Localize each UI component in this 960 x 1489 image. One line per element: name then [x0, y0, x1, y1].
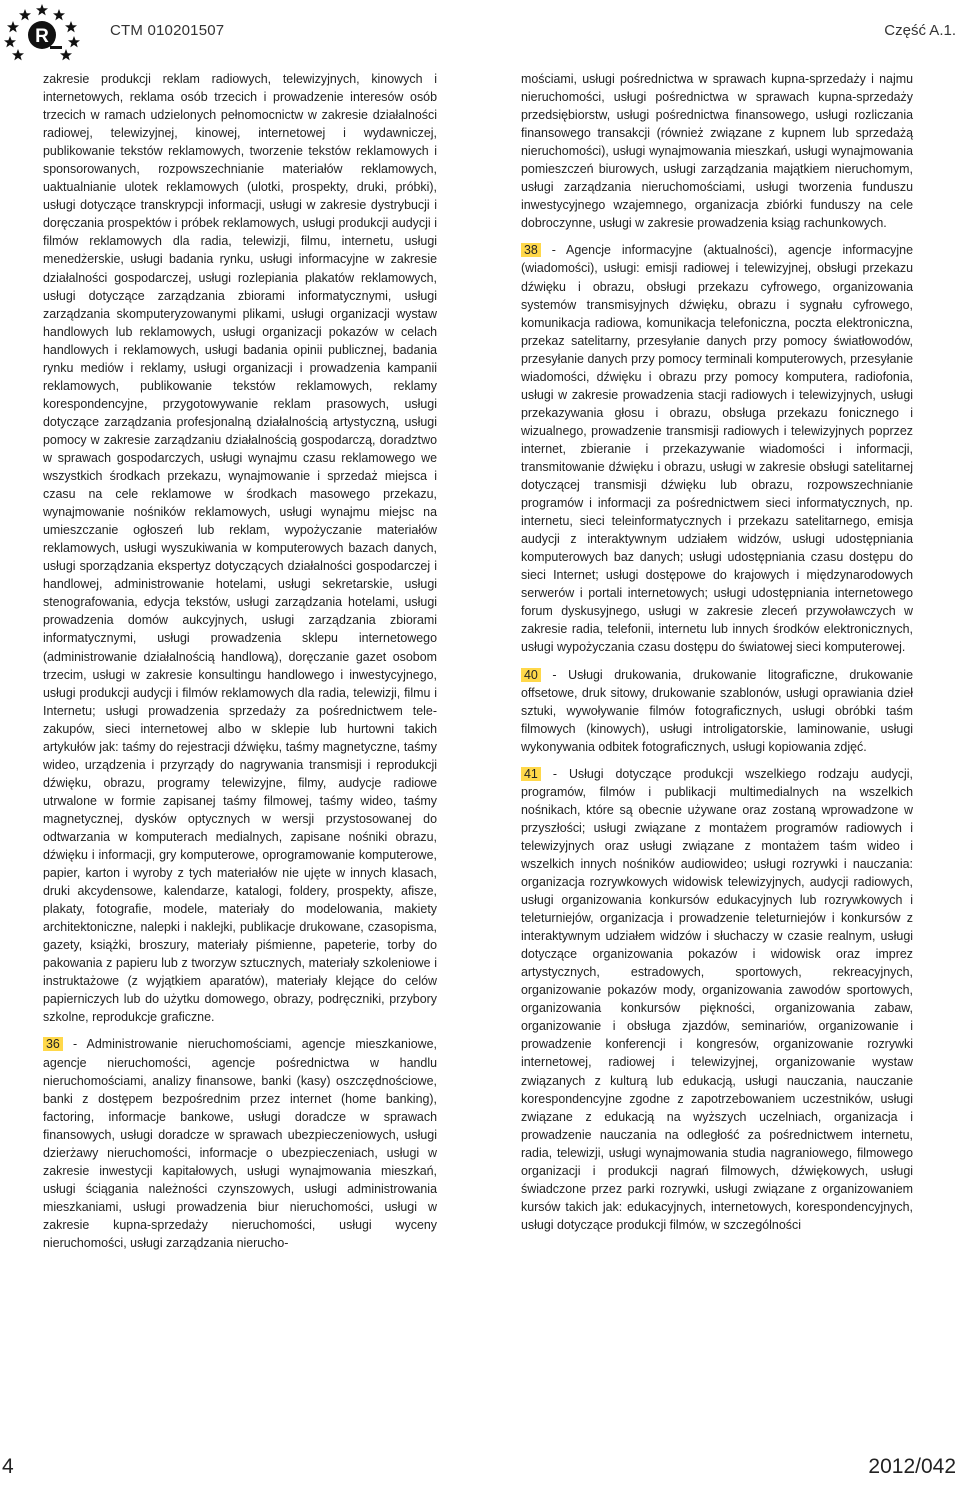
class-36-number: 36: [43, 1037, 63, 1051]
eu-stars-r-logo-icon: [2, 2, 82, 64]
class-41-entry: [521, 765, 913, 1234]
page-header: [0, 0, 960, 70]
document-id: CTM 010201507: [110, 22, 225, 39]
left-column: [43, 70, 437, 1252]
class-41-text: - Usługi dotyczące produkcji wszelkiego rodzaju audycji, programów, filmów i publikacji multimedialnych na wszelkich nośnikach, które są obecnie używane oraz zostaną wprowadzone w przyszłości; usługi związane z montażem programów radiowych i telewizyjnych oraz usługi związane z montażem taśm wideo i wszelkich innych nośników audiowideo; usługi rozrywki i nauczania: organizacja rozrywkowych widowisk telewizyjnych, audycji radiowych, usługi organizowania konkursów edukacyjnych lub rozrywkowych i teleturniejów, organizacja i prowadzenie teleturniejów i konkursów z interaktywnym udziałem widzów i słuchaczy w czasie realnym, usługi dotyczące organizowania pokazów i widowisk oraz imprez artystycznych, estradowych, sportowych, rekreacyjnych, organizowanie pokazów mody, organizowania zawodów sportowych, organizowania konkursów piękności, organizowania zabaw, organizowanie i obsługa zjazdów, seminariów, organizowanie i prowadzenie konferencji i kongresów, organizowanie rozrywki internetowej, radiowej i telewizyjnej, organizowanie wystaw związanych z kulturą lub edukacją, usługi nauczania, nauczanie korespondencyjne zgodne z zapotrzebowaniem uczestników, usługi związane z edukacją na wyższych uczelniach, organizacja i prowadzenie nauczania na odległość za pośrednictwem internetu, radia, telewizji, usługi wynajmowania studia nagraniowego, filmowego organizacji i produkcji nagrań filmowych, dźwiękowych, usługi świadczone przez parki rozrywki, usługi związane z organizowaniem kursów takich jak: edukacyjnych, internetowych, korespondencyjnych, usługi dotyczące produkcji filmów, w szczególności: [521, 766, 913, 1232]
class-36-text: - Administrowanie nieruchomościami, agencje mieszkaniowe, agencje nieruchomości, agencje pośrednictwa w handlu nieruchomościami, analizy finansowe, banki (kasy) oszczędnościowe, banki z dostępem bezpośrednim przez internet (home banking), factoring, informacje bankowe, usługi doradcze w sprawach finansowych, usługi doradcze w sprawach ubezpieczeniowych, usługi dzierżawy nieruchomości, informacje o ubezpieczeniach, usługi w zakresie inwestycji kapitałowych, usługi wynajmowania mieszkań, usługi ściągania należności czynszowych, usługi administrowania mieszkaniami, usługi prowadzenia biur nieruchomości, usługi w zakresie kupna-sprzedaży nieruchomości, usługi wyceny nieruchomości, usługi zarządzania nierucho-: [43, 1037, 437, 1250]
class-40-text: - Usługi drukowania, drukowanie litograficzne, drukowanie offsetowe, druk sitowy, drukowanie szablonów, usługi oprawiania dzieł sztuki, wywoływanie filmów fotograficznych, usługi obróbki taśm filmowych (kinowych), usługi introligatorskie, laminowanie, usługi wykonywania odbitek fotograficznych, usługi kopiowania zdjęć.: [521, 667, 913, 754]
class-40-entry: [521, 666, 913, 756]
part-label: Część A.1.: [884, 22, 956, 39]
class-38-number: 38: [521, 243, 541, 257]
right-column: [521, 70, 913, 1234]
class-36-continuation: mościami, usługi pośrednictwa w sprawach kupna-sprzedaży i najmu nieruchomości, usługi pośrednictwa w sprawach kupna-sprzedaży przedsiębiorstw, usługi pośrednictwa finansowego, usługi rozliczania finansowego transakcji (również związane z kupnem lub sprzedażą nieruchomości), usługi wynajmowania mieszkań, usługi wynajmowania pomieszczeń biurowych, usługi zarządzania majątkiem nieruchomym, usługi zarządzania nieruchomościami, usługi tworzenia funduszu inwestycyjnego wzajemnego, organizacja zbiórki funduszy na cele dobroczynne, usługi w zakresie prowadzenia ksiąg rachunkowych.: [521, 72, 913, 231]
class-40-number: 40: [521, 668, 541, 682]
class-36-entry: [43, 1035, 437, 1252]
class-41-number: 41: [521, 767, 541, 781]
page-number: 4: [2, 1455, 14, 1478]
issue-number: 2012/042: [868, 1455, 956, 1478]
class-38-text: - Agencje informacyjne (aktualności), agencje informacyjne (wiadomości), usługi: emisji radiowej i telewizyjnej, obsługi przekazu dźwięku i obrazu, obsługi przekazu cyfrowego, organizowania systemów transmisyjnych dźwięku, obrazu i sygnału cyfrowego, komunikacja radiowa, komunikacja telefoniczna, poczta elektroniczna, przekaz satelitarny, przesyłanie danych przy pomocy światłowodów, przesyłanie danych przy pomocy terminali komputerowych, przesyłanie wiadomości, dźwięku i obrazu przy pomocy komputera, radiofonia, usługi w zakresie prowadzenia stacji radiowych i telewizyjnych, usługi przekazywania głosu i obrazu, obsługa przekazu fonicznego i wizualnego, prowadzenie transmisji radiowych i telewizyjnych poprzez internet, zbieranie i przekazywanie wiadomości i informacji, transmitowanie dźwięku i obrazu, usługi w zakresie obsługi satelitarnej dotyczącej transmisji dźwięku lub obrazu, rozpowszechnianie programów i informacji za pośrednictwem sieci informatycznych, np. internetu, sieci teleinformatycznych i przekazu satelitarnego, emisja audycji z interaktywnym udziałem widzów, usługi udostępniania komputerowych baz danych; usługi udostępniania czasu dostępu do sieci Internet; usługi dostępowe do krajowych i międzynarodowych serwerów i portali internetowych; usługi udostępniania internetowego forum dyskusyjnego, usługi w zakresie zleceń przywoławczych w zakresie radia, telefonii, internetu lub innych środków elektronicznych, usługi wypożyczania czasu dostępu do światowej sieci komputerowej.: [521, 243, 913, 655]
class-35-continuation: zakresie produkcji reklam radiowych, telewizyjnych, kinowych i internetowych, reklama osób trzecich i prowadzenie interesów osób trzecich w ramach udzielonych pełnomocnictw w zakresie działalności radiowej, telewizyjnej, kinowej, internetowej i wydawniczej, publikowanie tekstów reklamowych, tworzenie tekstów reklamowych i sponsorowanych, rozpowszechnianie materiałów reklamowych, uaktualnianie ulotek reklamowych (ulotki, prospekty, druki, próbki), usługi dotyczące transkrypcji informacji, usługi w zakresie dystrybucji i doręczania prospektów i próbek reklamowych, usługi produkcji audycji i filmów reklamowych dla radia, telewizji, filmu, internetu, usługi menedżerskie, usługi badania rynku, usługi informacyjne w zakresie działalności gospodarczej, usługi rozlepiania plakatów reklamowych, usługi dotyczące zarządzania zbiorami informatycznymi, usługi zarządzania skomputeryzowanymi plikami, usługi organizacji wystaw handlowych lub reklamowych, usługi organizacji pokazów w celach handlowych i reklamowych, usługi badania opinii publicznej, badania rynku mediów i reklamy, usługi organizacji i prowadzenia kampanii reklamowych, publikowanie tekstów reklamowych, reklamy korespondencyjne, przygotowywanie reklam prasowych, usługi dotyczące zarządzania profesjonalną działalnością artystyczną, usługi pomocy w zakresie zarządzaniu działalnością gospodarczą, doradztwo w sprawach gospodarczych, usługi wynajmu czasu reklamowego we wszystkich środkach przekazu, wynajmowanie i sprzedaż miejsca i czasu na cele reklamowe w środkach masowego przekazu, wynajmowanie nośników reklamowych, usługi wynajmu miejsc na umieszczanie ogłoszeń lub reklam, wypożyczanie materiałów reklamowych, usługi wyszukiwania w komputerowych bazach danych, usługi sporządzania ekspertyz dotyczących działalności gospodarczej i handlowej, administrowanie hotelami, usługi sekretarskie, usługi stenografowania, edycja tekstów, usługi zarządzania hotelami, usługi prowadzenia domów aukcyjnych, usługi zarządzania zbiorami informatycznymi, usługi prowadzenia sklepu internetowego (administrowanie działalnością handlową), doręczanie gazet osobom trzecim, usługi w zakresie konsultingu handlowego i inwestycyjnego, usługi produkcji audycji i filmów reklamowych dla radia, telewizji, filmu i Internetu; usługi prowadzenia sprzedaży za pośrednictwem tele-zakupów, sieci internetowej albo w sklepie lub hurtowni takich artykułów jak: taśmy do rejestracji dźwięku, taśmy magnetyczne, taśmy wideo, urządzenia i przyrządy do nagrywania transmisji i reprodukcji dźwięku, obrazu, programy telewizyjne, filmy, audycje radiowe utrwalone w formie zapisanej taśmy filmowej, taśmy wideo, taśmy magnetycznej, dysków optycznych w wersji przystosowanej do odtwarzania w komputerach medialnych, zapisane nośniki obrazu, dźwięku i informacji, gry komputerowe, oprogramowanie komputerowe, papier, karton i wyroby z tych materiałów nie ujęte w innych klasach, druki akcydensowe, kalendarze, katalogi, foldery, prospekty, afisze, plakaty, fotografie, modele, materiały do modelowania, makiety architektoniczne, nalepki i naklejki, publikacje drukowane, czasopisma, gazety, książki, broszury, materiały piśmienne, papeterie, torby do pakowania z papieru lub z tworzyw sztucznych, materiały szkoleniowe i instruktażowe (z wyjątkiem aparatów), materiały klejące do celów papierniczych lub do użytku domowego, obrazy, podręczniki, przybory szkolne, reprodukcje graficzne.: [43, 72, 437, 1025]
class-38-entry: [521, 241, 913, 656]
svg-text:R: R: [35, 26, 49, 47]
